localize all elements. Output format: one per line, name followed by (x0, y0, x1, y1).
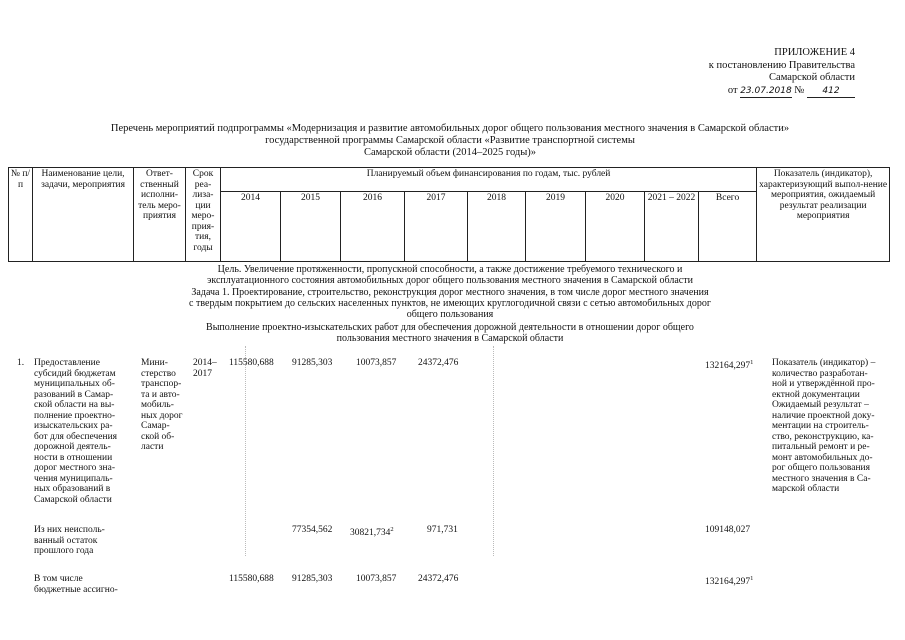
row3-2017: 24372,476 (418, 574, 459, 584)
row1-ind-line: ной и утверждённой про- (772, 379, 875, 389)
row1-ind-line: марской области (772, 484, 840, 494)
row1-name-line: субсидий бюджетам (34, 368, 116, 379)
row1-ind-line: Ожидаемый результат – (772, 400, 869, 410)
row1-name-line: ской области на вы- (34, 400, 115, 410)
column-guide (493, 346, 494, 556)
row3-2015: 91285,303 (292, 574, 333, 584)
task-line-3: общего пользования (406, 309, 494, 320)
row1-name-line: ности в отношении (34, 452, 113, 463)
row3-total-value: 132164,297 (705, 577, 751, 588)
row3-name (34, 574, 132, 595)
row2-name-line: ванный остаток (34, 535, 98, 546)
row1-ind-line: количество разработан- (772, 368, 868, 379)
header-year: 2018 (468, 192, 526, 262)
row1-name-line: чения муниципаль- (34, 473, 113, 484)
task-line-1: Задача 1. Проектирование, строительство, реконструкция дорог местного значения, в том числе дорог местного значения (191, 287, 709, 298)
row1-term-line: 2017 (193, 368, 212, 379)
row1-ind-line: Показатель (индикатор) – (772, 358, 876, 368)
header-term: Срок реа-лиза-ции меро-прия-тия, годы (186, 168, 221, 262)
appendix-title: ПРИЛОЖЕНИЕ 4 (774, 47, 855, 58)
header-year: 2019 (526, 192, 586, 262)
row1-name-line: дорог местного зна- (34, 463, 116, 473)
header-year: 2014 (221, 192, 281, 262)
appendix-line3: Самарской области (769, 72, 855, 83)
document-title (40, 123, 860, 159)
task-text (40, 287, 860, 320)
row2-2016 (350, 525, 394, 539)
row2-name-line: прошлого года (34, 546, 94, 556)
row3-2014: 115580,688 (229, 574, 274, 584)
header-year: 2015 (281, 192, 341, 262)
row2-total: 109148,027 (705, 525, 751, 535)
row2-2017: 971,731 (427, 525, 458, 535)
row1-ind-line: наличие проектной доку- (772, 410, 875, 421)
row1-name-line: Самарской области (34, 494, 112, 505)
row1-name (34, 358, 132, 505)
appendix-date-line (709, 85, 855, 99)
title-line-1: Перечень мероприятий подпрограммы «Модернизация и развитие автомобильных дорог общего пользования местного значения в Самарской области» (110, 123, 790, 134)
row2-2015: 77354,562 (292, 525, 333, 535)
row1-resp-line: ласти (141, 442, 164, 452)
table-header (8, 167, 890, 262)
header-indicator: Показатель (индикатор), характеризующий выпол-нение мероприятия, ожидаемый результат реализации мероприятия (757, 168, 890, 262)
row2-name (34, 525, 132, 557)
row1-2014: 115580,688 (229, 358, 274, 368)
row1-name-line: изыскательских ра- (34, 421, 113, 431)
row1-resp-line: та и авто- (141, 389, 180, 400)
row2-name-line: Из них неисполь- (34, 525, 105, 535)
row1-name-line: полнение проектно- (34, 410, 116, 421)
header-year: 2017 (405, 192, 468, 262)
number-prefix: № (794, 84, 805, 96)
row1-ind-line: местного значения в Са- (772, 473, 871, 484)
goal-line-1: Цель. Увеличение протяженности, пропускной способности, а также достижение требуемого технического и (217, 264, 683, 275)
task-line-2: с твердым покрытием до сельских населенных пунктов, не имеющих круглогодичной связи с сетью автомобильных дорог (189, 298, 711, 309)
header-year: 2016 (341, 192, 405, 262)
date-prefix: от (727, 84, 738, 96)
row3-total (705, 574, 753, 588)
row3-name-line: бюджетные ассигно- (34, 584, 118, 595)
row1-indicator (772, 358, 890, 495)
row1-2016: 10073,857 (356, 358, 397, 368)
row1-ind-line: питальный ремонт и ре- (772, 442, 870, 452)
row1-total (705, 358, 753, 372)
title-line-2: государственной программы Самарской области «Развитие транспортной системы (265, 135, 635, 146)
appendix-line2: к постановлению Правительства (708, 59, 855, 71)
row1-resp-line: стерство (141, 368, 176, 379)
header-financing: Планируемый объем финансирования по годам, тыс. рублей (221, 168, 757, 192)
appendix-block (709, 47, 855, 98)
row1-total-footnote: 1 (750, 359, 754, 366)
row1-resp-line: мобиль- (141, 400, 174, 410)
row1-resp-line: транспор- (141, 379, 182, 389)
activity-text (40, 322, 860, 344)
row1-ind-line: ментации на строитель- (772, 421, 869, 431)
row1-2015: 91285,303 (292, 358, 333, 368)
header-responsible: Ответ-ственный исполни-тель меро-приятия (134, 168, 186, 262)
row3-name-line: В том числе (34, 574, 83, 584)
header-year: 2020 (586, 192, 645, 262)
row3-2016: 10073,857 (356, 574, 397, 584)
row1-resp-line: Мини- (141, 358, 168, 368)
header-total: Всего (699, 192, 757, 262)
row1-ind-line: монт автомобильных до- (772, 452, 873, 463)
activity-line-1: Выполнение проектно-изыскательских работ для обеспечения дорожной деятельности в отношении дорог общего (206, 322, 694, 333)
column-guide (245, 346, 246, 556)
row2-2016-value: 30821,734 (350, 528, 391, 539)
row1-name-line: муниципальных об- (34, 379, 115, 389)
header-num: № п/п (9, 168, 33, 262)
row1-term-line: 2014– (193, 358, 217, 368)
row2-2016-footnote: 2 (390, 526, 394, 533)
activity-line-2: пользования местного значения в Самарской области (336, 333, 564, 344)
row1-resp-line: Самар- (141, 421, 170, 431)
header-year: 2021 – 2022 (645, 192, 699, 262)
date-value: 23.07.2018 (740, 85, 792, 99)
row1-ind-line: ство, реконструкцию, ка- (772, 431, 874, 442)
row1-name-line: разований в Самар- (34, 389, 114, 400)
row1-name-line: бот для обеспечения (34, 431, 118, 442)
row1-responsible (141, 358, 191, 453)
goal-line-2: эксплуатационного состояния автомобильных дорог общего пользования местного значения в Самарской области (207, 275, 693, 286)
row1-ind-line: рог общего пользования (772, 463, 871, 473)
title-line-3: Самарской области (2014–2025 годы)» (363, 147, 537, 158)
row1-name-line: ных образований в (34, 484, 111, 494)
row1-resp-line: ской об- (141, 431, 175, 442)
row1-term (193, 358, 217, 379)
row1-num: 1. (17, 358, 25, 368)
number-value: 412 (807, 85, 855, 99)
row1-2017: 24372,476 (418, 358, 459, 368)
row1-name-line: дорожной деятель- (34, 442, 111, 452)
row1-total-value: 132164,297 (705, 361, 751, 372)
row1-resp-line: ных дорог (141, 410, 183, 421)
row1-ind-line: ектной документации (772, 389, 860, 400)
row1-name-line: Предоставление (34, 358, 100, 368)
goal-text (40, 264, 860, 286)
header-name: Наименование цели, задачи, мероприятия (33, 168, 134, 262)
row3-total-footnote: 1 (750, 575, 754, 582)
